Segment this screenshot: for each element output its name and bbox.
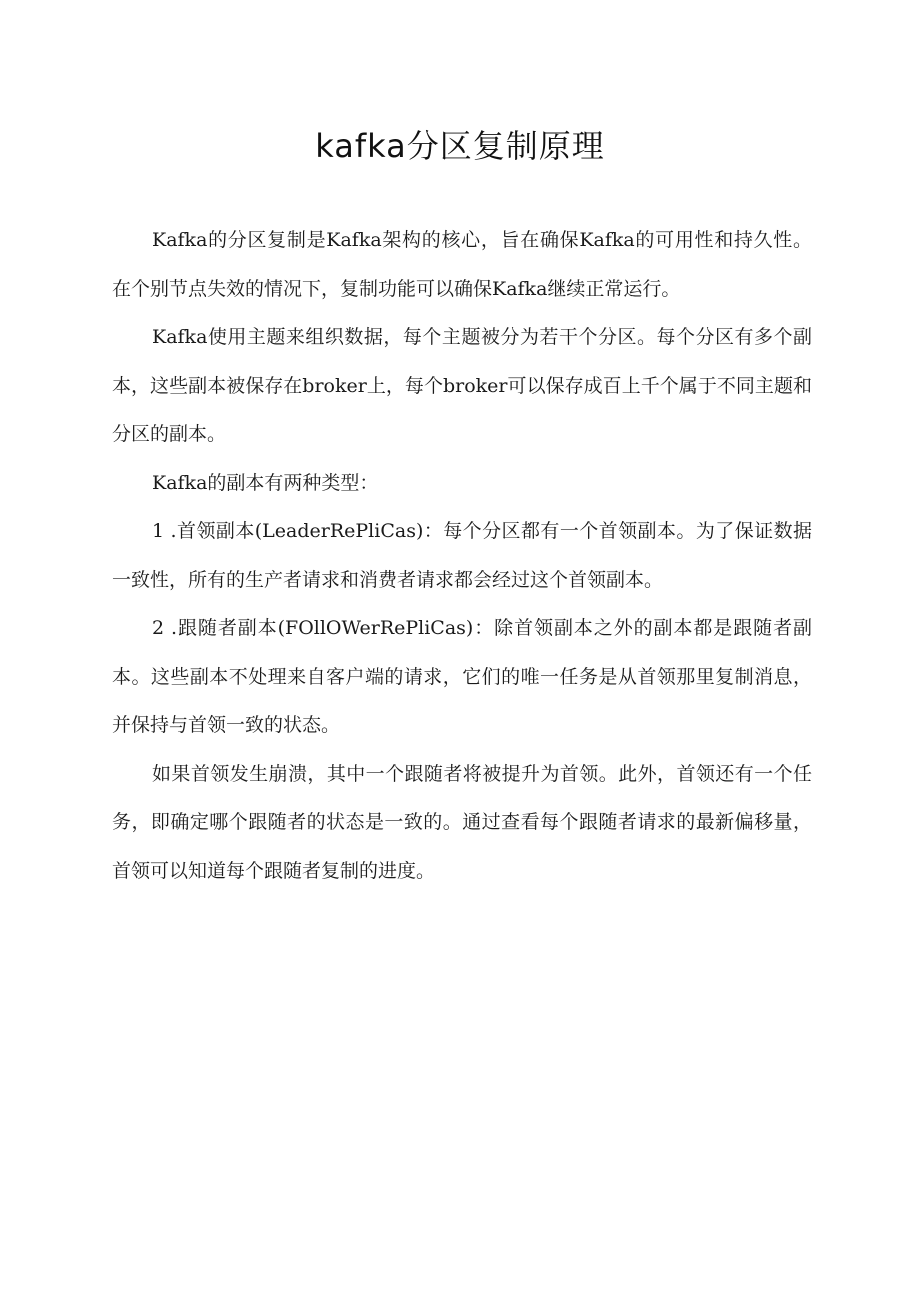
paragraph-intro: Kafka的分区复制是Kafka架构的核心，旨在确保Kafka的可用性和持久性。在个别节点失效的情况下，复制功能可以确保Kafka继续正常运行。 (112, 229, 812, 300)
paragraph-replica-types: Kafka的副本有两种类型： (152, 471, 379, 494)
paragraph-follower-replicas: 2 .跟随者副本(FOllOWerRePliCas)：除首领副本之外的副本都是跟随者副本。这些副本不处理来自客户端的请求，它们的唯一任务是从首领那里复制消息，并保持与首领一致的状态。 (112, 617, 812, 736)
paragraph-leader-failover: 如果首领发生崩溃，其中一个跟随者将被提升为首领。此外，首领还有一个任务，即确定哪个跟随者的状态是一致的。通过查看每个跟随者请求的最新偏移量，首领可以知道每个跟随者复制的进度。 (112, 762, 812, 882)
paragraph-leader-replicas: 1 .首领副本(LeaderRePliCas)：每个分区都有一个首领副本。为了保证数据一致性，所有的生产者请求和消费者请求都会经过这个首领副本。 (112, 520, 812, 591)
paragraph-topics-partitions: Kafka使用主题来组织数据，每个主题被分为若干个分区。每个分区有多个副本，这些副本被保存在broker上，每个broker可以保存成百上千个属于不同主题和分区的副本。 (112, 326, 812, 445)
document-title: kafka分区复制原理 (315, 127, 605, 165)
document-body (112, 216, 812, 895)
